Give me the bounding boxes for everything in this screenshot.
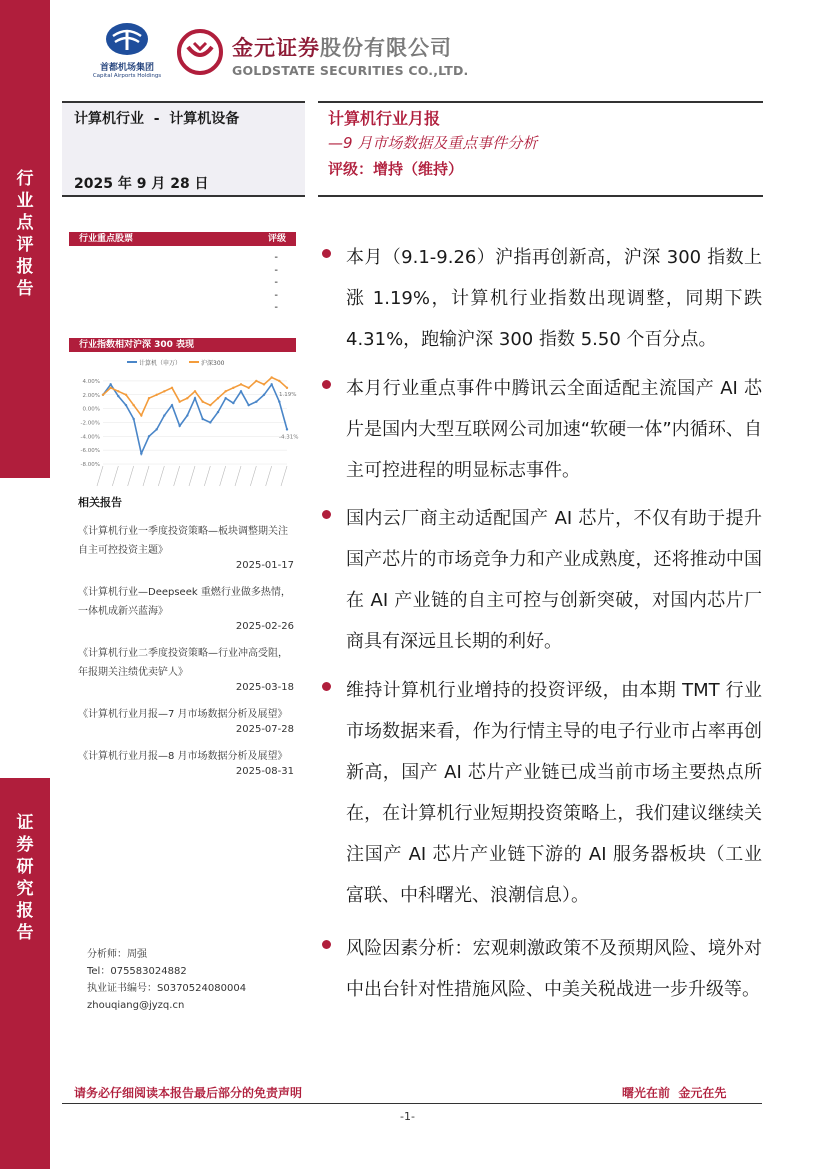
y-tick-label: 4.00%: [82, 378, 100, 385]
side-band-bottom-label: 证 券 研 究 报 告: [16, 813, 34, 943]
summary-bullet: [322, 928, 762, 1010]
legend-label: 沪深300: [201, 360, 225, 367]
stock-table-col-rating: 评级: [267, 234, 286, 244]
index-chart: [69, 338, 299, 496]
stock-table-header: [69, 232, 296, 246]
series-point: [132, 418, 134, 420]
series-point: [102, 394, 104, 396]
bullet-dot-icon: [322, 510, 331, 519]
series-point: [155, 428, 157, 430]
series-point: [255, 380, 257, 382]
series-point: [224, 390, 226, 392]
disclaimer-note: 请务必仔细阅读本报告最后部分的免责声明: [74, 1086, 303, 1100]
end-label-hs300: 1.19%: [279, 391, 297, 398]
report-title: 计算机行业月报: [328, 109, 441, 128]
x-tick-mark: [281, 466, 287, 486]
summary-bullet-text: 维持计算机行业增持的投资评级，由本期 TMT 行业市场数据来看，作为行情主导的电子行业市占率再创新高，国产 AI 芯片产业链已成当前市场主要热点所在，在计算机行业短期投资策略上，我们建议继续关注国产 AI 芯片产业链下游的 AI 服务器板块（工业富联、中科曙光、浪潮信息）。: [346, 680, 762, 906]
related-reports: [78, 494, 294, 789]
bullet-dot-icon: [322, 682, 331, 691]
analyst-name: 分析师：周强: [87, 949, 147, 960]
report-subtitle: —9 月市场数据及重点事件分析: [328, 134, 538, 152]
series-point: [186, 397, 188, 399]
series-point: [117, 390, 119, 392]
x-tick-mark: [97, 466, 103, 486]
summary-bullet-text: 本月行业重点事件中腾讯云全面适配主流国产 AI 芯片是国内大型互联网公司加速“软硬一体”内循环、自主可控进程的明显标志事件。: [346, 378, 762, 481]
related-report-date: 2025-08-31: [235, 766, 294, 777]
index-chart-svg: [69, 352, 299, 492]
x-tick-mark: [204, 466, 210, 486]
x-tick-mark: [189, 466, 195, 486]
goldstate-emblem-icon: [176, 28, 224, 76]
related-report-title: 《计算机行业—Deepseek 重燃行业做多热情，一体机成新兴蓝海》: [78, 587, 291, 617]
related-report-title: 《计算机行业月报—7 月市场数据分析及展望》: [78, 709, 288, 720]
side-band-top-label: 行 业 点 评 报 告: [16, 169, 34, 299]
goldstate-name-cn: 金元证券股份有限公司: [232, 36, 452, 60]
series-point: [240, 383, 242, 385]
series-point: [247, 404, 249, 406]
x-tick-mark: [128, 466, 134, 486]
x-tick-mark: [112, 466, 118, 486]
summary-bullet: [322, 368, 762, 491]
capital-airports-logo: [92, 22, 162, 88]
related-report-date: 2025-02-26: [235, 621, 294, 632]
series-point: [117, 395, 119, 397]
goldstate-logo: [176, 28, 476, 78]
series-point: [286, 428, 288, 430]
x-tick-mark: [250, 466, 256, 486]
stock-table: [69, 232, 296, 315]
related-report-date: 2025-07-28: [235, 724, 294, 735]
related-report-item[interactable]: [78, 705, 294, 735]
series-point: [201, 400, 203, 402]
y-tick-label: 0.00%: [82, 406, 100, 413]
bullet-dot-icon: [322, 380, 331, 389]
y-tick-label: -6.00%: [80, 448, 100, 455]
related-report-title: 《计算机行业一季度投资策略—板块调整期关注自主可控投资主题》: [78, 526, 288, 556]
series-point: [155, 394, 157, 396]
series-point: [186, 414, 188, 416]
related-reports-list: [78, 522, 294, 777]
series-point: [171, 387, 173, 389]
series-point: [209, 404, 211, 406]
legend-label: 计算机（申万）: [139, 360, 182, 367]
x-tick-mark: [235, 466, 241, 486]
series-point: [171, 404, 173, 406]
side-band-top: [0, 0, 50, 478]
stock-rating-4: -: [274, 302, 278, 313]
header-title-box: [318, 101, 763, 197]
series-point: [263, 394, 265, 396]
stock-rating-0: -: [274, 252, 278, 263]
series-point: [278, 400, 280, 402]
series-point: [201, 418, 203, 420]
series-point: [109, 383, 111, 385]
bullet-dot-icon: [322, 249, 331, 258]
x-tick-mark: [158, 466, 164, 486]
series-point: [109, 387, 111, 389]
related-reports-heading: 相关报告: [78, 496, 122, 509]
series-point: [240, 390, 242, 392]
capital-airports-name-en: Capital Airports Holdings: [92, 73, 162, 79]
series-point: [140, 452, 142, 454]
stock-rating-3: -: [274, 289, 278, 301]
analyst-email[interactable]: zhouqiang@jyzq.cn: [87, 1000, 185, 1011]
stock-table-ratings: [69, 252, 296, 315]
analyst-license: 执业证书编号：S0370524080004: [87, 983, 247, 994]
summary-bullet-text: 风险因素分析：宏观刺激政策不及预期风险、境外对中出台针对性措施风险、中美关税战进一步升级等。: [346, 938, 762, 1000]
related-report-item[interactable]: [78, 522, 294, 571]
page-number: -1-: [400, 1110, 415, 1123]
series-point: [163, 414, 165, 416]
series-point: [163, 390, 165, 392]
x-tick-mark: [220, 466, 226, 486]
series-point: [247, 387, 249, 389]
related-report-item[interactable]: [78, 747, 294, 777]
series-point: [148, 397, 150, 399]
summary-bullet: [322, 670, 762, 916]
side-band-bottom: [0, 778, 50, 1169]
series-point: [209, 421, 211, 423]
series-point: [140, 414, 142, 416]
x-tick-mark: [266, 466, 272, 486]
series-point: [148, 435, 150, 437]
y-tick-label: -2.00%: [80, 420, 100, 427]
related-report-date: 2025-01-17: [235, 560, 294, 571]
series-point: [125, 394, 127, 396]
related-report-title: 《计算机行业二季度投资策略—行业冲高受阻，年报期关注绩优卖铲人》: [78, 648, 288, 678]
summary-bullet-text: 国内云厂商主动适配国产 AI 芯片，不仅有助于提升国产芯片的市场竞争力和产业成熟度，还将推动中国在 AI 产业链的自主可控与创新突破，对国内芯片厂商具有深远且长期的利好。: [346, 508, 762, 652]
capital-airports-emblem-icon: [105, 22, 149, 56]
stock-rating-1: -: [274, 264, 278, 276]
goldstate-name-en: GOLDSTATE SECURITIES CO.,LTD.: [232, 63, 469, 78]
report-date: 2025 年 9 月 28 日: [74, 176, 209, 192]
series-point: [132, 404, 134, 406]
series-point: [263, 383, 265, 385]
analyst-info: [87, 946, 246, 1014]
stock-rating-2: -: [274, 277, 278, 288]
y-tick-label: -4.00%: [80, 434, 100, 441]
header-meta-box: [62, 101, 305, 197]
capital-airports-name-cn: 首都机场集团: [99, 63, 154, 73]
summary-bullet-text: 本月（9.1-9.26）沪指再创新高，沪深 300 指数上涨 1.19%，计算机行业指数出现调整，同期下跌 4.31%，跑输沪深 300 指数 5.50 个百分点。: [346, 247, 762, 350]
stock-table-col-stock: 行业重点股票: [79, 234, 134, 244]
side-band-gap: [0, 478, 50, 778]
series-point: [217, 397, 219, 399]
series-point: [270, 376, 272, 378]
related-report-item[interactable]: [78, 644, 294, 693]
x-tick-mark: [143, 466, 149, 486]
series-point: [232, 387, 234, 389]
y-tick-label: -8.00%: [80, 462, 100, 468]
report-rating: 评级：增持（维持）: [328, 160, 464, 178]
series-point: [178, 425, 180, 427]
summary-bullet: [322, 498, 762, 662]
series-point: [232, 402, 234, 404]
series-point: [178, 400, 180, 402]
footer-slogan: 曙光在前 金元在先: [622, 1086, 727, 1100]
related-report-item[interactable]: [78, 583, 294, 632]
analyst-tel: Tel：075583024882: [87, 966, 187, 977]
x-tick-mark: [174, 466, 180, 486]
industry-label: 计算机行业 - 计算机设备: [74, 111, 240, 127]
footer-divider: [62, 1103, 762, 1104]
related-report-title: 《计算机行业月报—8 月市场数据分析及展望》: [78, 751, 288, 762]
chart-title: 行业指数相对沪深 300 表现: [69, 338, 296, 352]
bullet-dot-icon: [322, 940, 331, 949]
series-point: [255, 400, 257, 402]
related-report-date: 2025-03-18: [235, 682, 294, 693]
series-point: [194, 390, 196, 392]
y-tick-label: 2.00%: [82, 392, 100, 399]
series-point: [270, 383, 272, 385]
series-point: [286, 387, 288, 389]
series-point: [224, 397, 226, 399]
series-point: [125, 404, 127, 406]
summary-bullet: [322, 237, 762, 360]
series-point: [278, 380, 280, 382]
series-point: [194, 397, 196, 399]
end-label-computer: -4.31%: [279, 434, 299, 441]
series-point: [217, 411, 219, 413]
